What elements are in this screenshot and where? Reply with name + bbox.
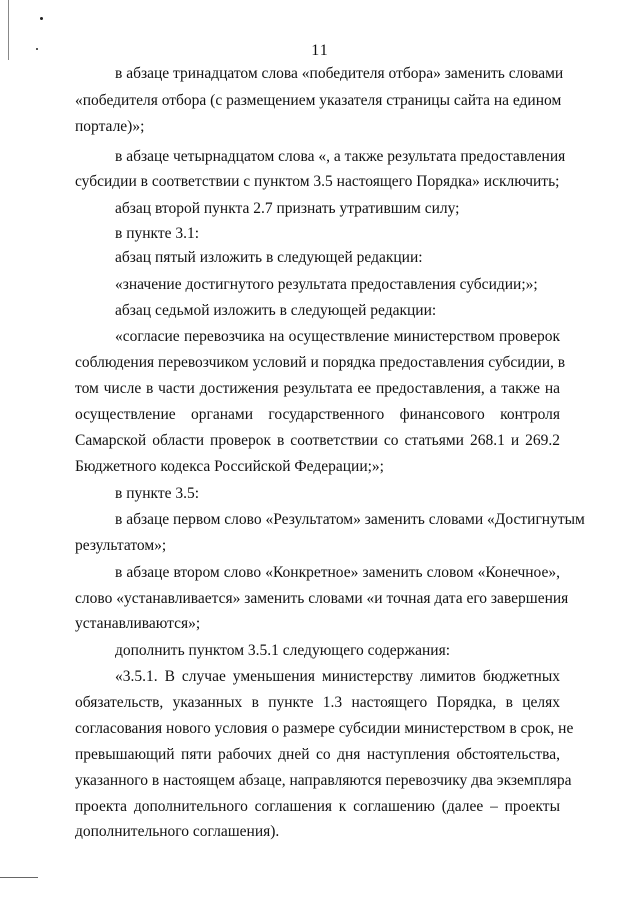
text-line: соблюдения перевозчиком условий и порядка предоставления субсидии, в bbox=[75, 354, 566, 371]
text-line: «значение достигнутого результата предоставления субсидии;»; bbox=[115, 276, 538, 293]
text-line: в абзаце четырнадцатом слова «, а также результата предоставления bbox=[115, 148, 566, 165]
text-line: Бюджетного кодекса Российской Федерации;»; bbox=[75, 458, 384, 475]
scan-mark bbox=[0, 877, 38, 878]
scan-mark bbox=[8, 0, 9, 60]
text-line: том числе в части достижения результата ее предоставления, а также на bbox=[75, 380, 560, 397]
text-line: абзац пятый изложить в следующей редакции: bbox=[115, 249, 423, 266]
text-line: в абзаце втором слово «Конкретное» заменить словом «Конечное», bbox=[115, 564, 560, 581]
text-line: «победителя отбора (с размещением указателя страницы сайта на едином bbox=[75, 92, 562, 109]
text-line: превышающий пяти рабочих дней со дня наступления обстоятельства, bbox=[75, 746, 560, 763]
text-line: указанного в настоящем абзаце, направляются перевозчику два экземпляра bbox=[75, 772, 572, 789]
text-line: дополнительного соглашения). bbox=[75, 823, 280, 840]
text-line: портале)»; bbox=[75, 118, 145, 135]
text-line: дополнить пунктом 3.5.1 следующего содержания: bbox=[115, 642, 450, 659]
page-number: 11 bbox=[311, 42, 329, 59]
text-line: слово «устанавливается» заменить словами «и точная дата его завершения bbox=[75, 590, 569, 607]
text-line: в пункте 3.1: bbox=[115, 225, 200, 242]
text-line: проекта дополнительного соглашения к соглашению (далее – проекты bbox=[75, 798, 560, 815]
text-line: абзац седьмой изложить в следующей редакции: bbox=[115, 302, 437, 319]
text-line: в абзаце первом слово «Результатом» заменить словами «Достигнутым bbox=[115, 511, 585, 528]
text-line: в абзаце тринадцатом слова «победителя отбора» заменить словами bbox=[115, 65, 564, 82]
text-line: Самарской области проверок в соответствии со статьями 268.1 и 269.2 bbox=[75, 432, 560, 449]
text-line: абзац второй пункта 2.7 признать утратившим силу; bbox=[115, 200, 460, 217]
text-line: результатом»; bbox=[75, 537, 167, 554]
scan-mark bbox=[36, 48, 38, 50]
text-line: в пункте 3.5: bbox=[115, 485, 200, 502]
scan-mark bbox=[40, 17, 43, 20]
text-line: устанавливаются»; bbox=[75, 615, 201, 632]
text-line: «3.5.1. В случае уменьшения министерству лимитов бюджетных bbox=[115, 668, 560, 685]
text-line: «согласие перевозчика на осуществление министерством проверок bbox=[115, 328, 560, 345]
text-line: обязательств, указанных в пункте 1.3 настоящего Порядка, в целях bbox=[75, 694, 560, 711]
text-line: согласования нового условия о размере субсидии министерством в срок, не bbox=[75, 720, 574, 737]
text-line: осуществление органами государственного финансового контроля bbox=[75, 406, 560, 423]
text-line: субсидии в соответствии с пунктом 3.5 настоящего Порядка» исключить; bbox=[75, 173, 560, 190]
